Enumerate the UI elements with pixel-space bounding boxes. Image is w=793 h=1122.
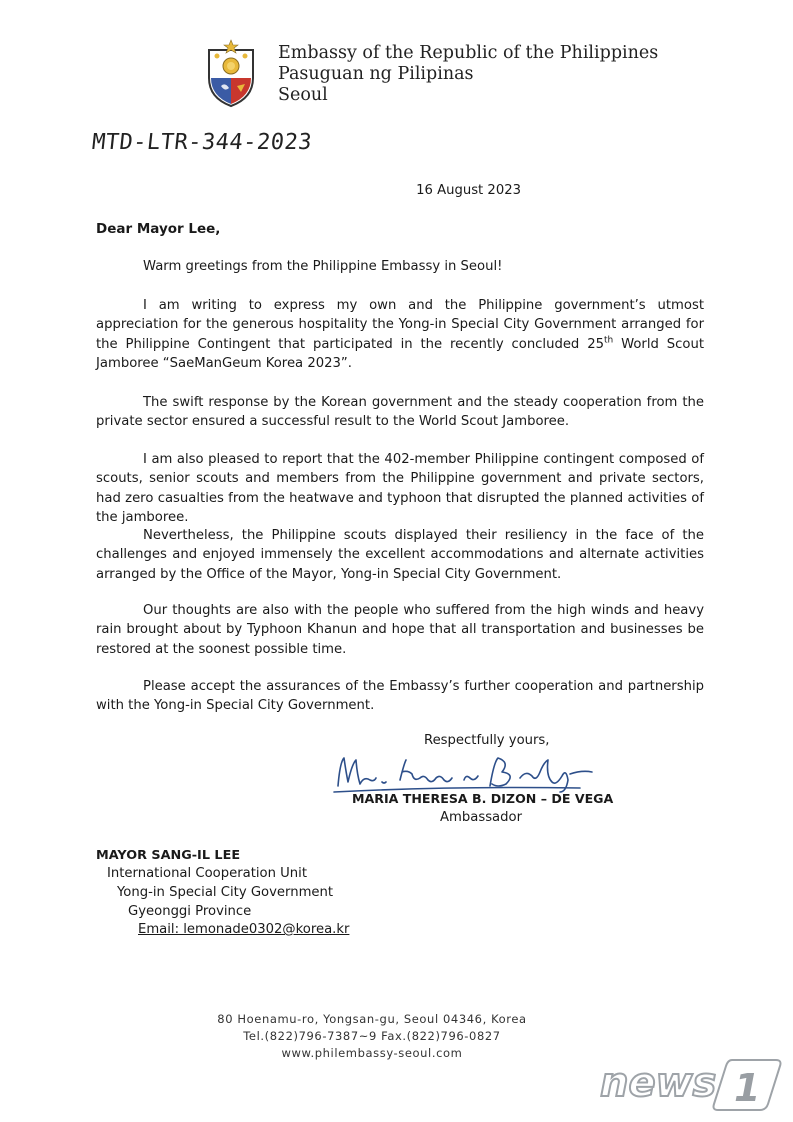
recipient-name: MAYOR SANG-IL LEE [96, 848, 241, 863]
footer-address: 80 Hoenamu-ro, Yongsan-gu, Seoul 04346, Korea [217, 1012, 527, 1026]
recipient-email-link[interactable]: Email: lemonade0302@korea.kr [138, 922, 350, 937]
paragraph-1: Warm greetings from the Philippine Embassy in Seoul! [143, 259, 503, 274]
letterhead-line-3: Seoul [278, 85, 328, 105]
signer-title: Ambassador [440, 810, 523, 825]
reference-number: MTD-LTR-344-2023 [90, 130, 314, 155]
letterhead-line-1: Embassy of the Republic of the Philippines [278, 43, 659, 63]
recipient-unit: International Cooperation Unit [107, 866, 307, 881]
paragraph-6: Our thoughts are also with the people who suffered from the high winds and heavy rain brought about by Typhoon Khanun and hope that all transportation and businesses be restored at the soonest possible time. [96, 603, 704, 657]
salutation: Dear Mayor Lee, [96, 221, 221, 237]
recipient-province: Gyeonggi Province [128, 904, 252, 919]
letterhead-line-2: Pasuguan ng Pilipinas [278, 64, 474, 84]
footer-website: www.philembassy-seoul.com [281, 1046, 463, 1060]
paragraph-3: The swift response by the Korean government and the steady cooperation from the private sector ensured a successful result to the World Scout Jamboree. [96, 395, 704, 430]
svg-text:1: 1 [734, 1066, 761, 1110]
signer-name: MARIA THERESA B. DIZON – DE VEGA [352, 791, 614, 806]
paragraph-7: Please accept the assurances of the Embassy’s further cooperation and partnership with the Yong-in Special City Government. [96, 679, 704, 714]
news1-watermark-icon [600, 1054, 784, 1112]
paragraph-2: I am writing to express my own and the Philippine government’s utmost appreciation for the generous hospitality the Yong-in Special City Government arranged for the Philippine Contingent that participated in the recently concluded 25th World Scout Jamboree “SaeManGeum Korea 2023”. [96, 298, 704, 372]
footer-phone: Tel.(822)796-7387~9 Fax.(822)796-0827 [243, 1029, 501, 1043]
paragraph-4: I am also pleased to report that the 402-member Philippine contingent composed of scouts, senior scouts and members from the Philippine government and private sectors, had zero casualties from the heatwave and typhoon that disrupted the planned activities of the jamboree. [96, 452, 704, 526]
letter-date: 16 August 2023 [416, 183, 521, 198]
svg-text:news: news [600, 1060, 717, 1106]
handwritten-signature [330, 752, 600, 794]
recipient-government: Yong-in Special City Government [117, 885, 334, 900]
embassy-crest-icon [201, 38, 261, 108]
paragraph-5: Nevertheless, the Philippine scouts displayed their resiliency in the face of the challenges and enjoyed immensely the excellent accommodations and alternate activities arranged by the Office of the Mayor, Yong-in Special City Government. [96, 528, 704, 582]
closing: Respectfully yours, [424, 733, 550, 748]
